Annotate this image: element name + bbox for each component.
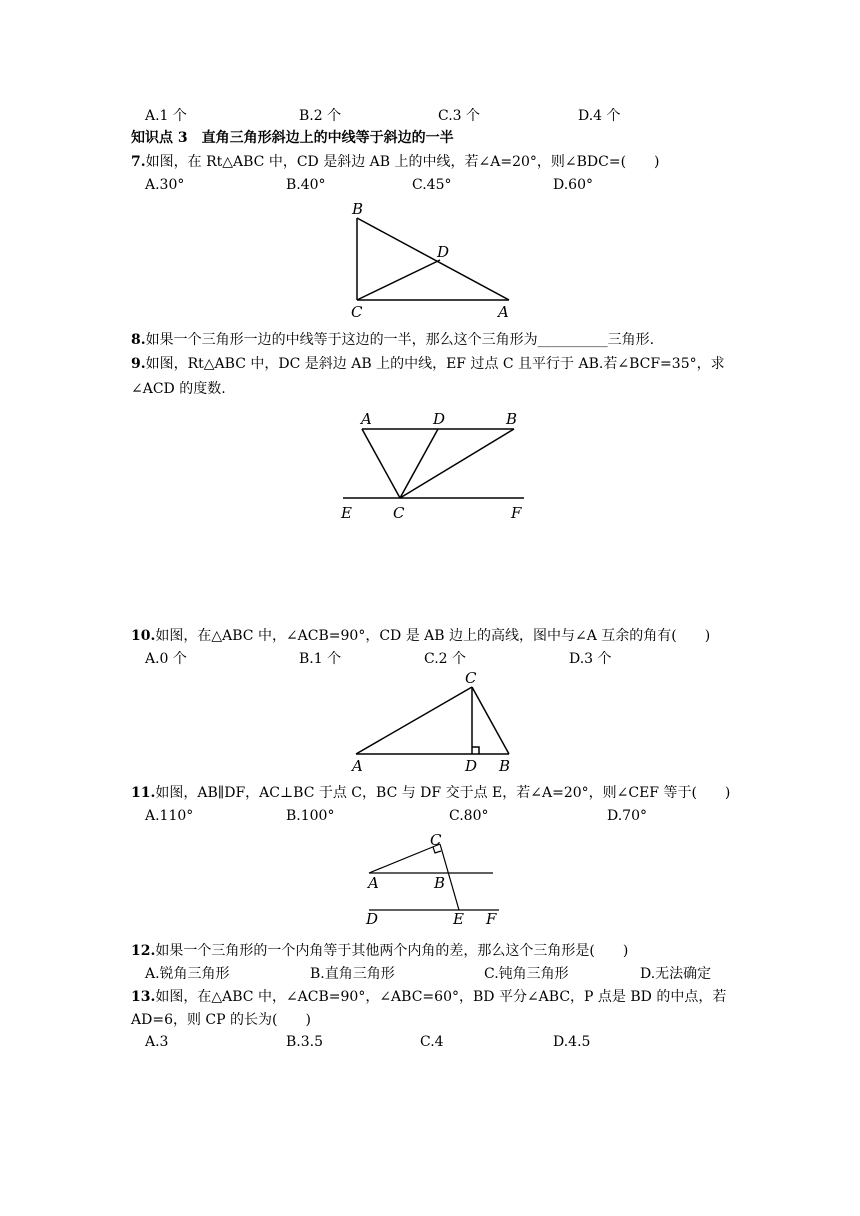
q11-option-a[interactable]: A.110° xyxy=(145,808,194,824)
q12-option-d[interactable]: D.无法确定 xyxy=(640,966,712,982)
q11-option-b[interactable]: B.100° xyxy=(286,808,335,824)
q9-text-line2: ∠ACD 的度数. xyxy=(131,381,226,397)
q10-segment-ac xyxy=(356,687,472,754)
q11-label-c: C xyxy=(430,831,442,849)
q7-number: 7. xyxy=(131,154,146,170)
q7-option-a[interactable]: A.30° xyxy=(145,177,185,193)
q12-question xyxy=(131,942,628,960)
q13-option-a[interactable]: A.3 xyxy=(145,1034,169,1050)
q12-option-a[interactable]: A.锐角三角形 xyxy=(145,966,230,982)
q12-number: 12. xyxy=(131,943,156,959)
q9-label-f: F xyxy=(511,504,522,522)
q7-option-c[interactable]: C.45° xyxy=(412,177,452,193)
q11-option-d[interactable]: D.70° xyxy=(607,808,647,824)
q11-label-d: D xyxy=(366,910,379,928)
q7-label-b: B xyxy=(352,200,364,218)
q11-label-f: F xyxy=(486,910,497,928)
q11-label-b: B xyxy=(434,874,446,892)
q9-label-b: B xyxy=(506,410,518,428)
q10-option-b[interactable]: B.1 个 xyxy=(299,651,342,667)
q10-right-angle-mark xyxy=(472,747,479,754)
q8-number: 8. xyxy=(131,332,146,348)
q9-segment-ac xyxy=(362,429,400,498)
q13-option-b[interactable]: B.3.5 xyxy=(286,1034,324,1050)
q11-label-e: E xyxy=(453,910,464,928)
q11-option-c[interactable]: C.80° xyxy=(449,808,489,824)
q9-label-e: E xyxy=(341,504,352,522)
q9-segment-dc xyxy=(400,429,438,498)
q6-option-c[interactable]: C.3 个 xyxy=(438,108,481,124)
q13-question-line1 xyxy=(131,988,726,1006)
q9-text-line1: 如图，Rt△ABC 中，DC 是斜边 AB 上的中线，EF 过点 C 且平行于 AB.若∠BCF=35°，求 xyxy=(145,356,725,372)
q13-text-line2: AD=6，则 CP 的长为( ) xyxy=(131,1012,311,1028)
q11-text: 如图，AB∥DF，AC⊥BC 于点 C，BC 与 DF 交于点 E，若∠A=20°，则∠CEF 等于( ) xyxy=(155,785,731,801)
q10-option-a[interactable]: A.0 个 xyxy=(145,651,187,667)
q10-question xyxy=(131,627,710,645)
q10-label-b: B xyxy=(499,757,511,775)
q10-number: 10. xyxy=(131,628,156,644)
q7-segment-ba xyxy=(357,218,509,300)
q12-option-b[interactable]: B.直角三角形 xyxy=(310,966,395,982)
q13-text-line1: 如图，在△ABC 中，∠ACB=90°，∠ABC=60°，BD 平分∠ABC，P 点是 BD 的中点，若 xyxy=(155,989,727,1005)
q9-figure xyxy=(343,429,524,498)
q7-label-c: C xyxy=(351,303,363,321)
q10-label-c: C xyxy=(465,669,477,687)
q6-option-d[interactable]: D.4 个 xyxy=(578,108,621,124)
q10-segment-cb xyxy=(472,687,509,754)
q13-option-c[interactable]: C.4 xyxy=(420,1034,444,1050)
q10-label-a: A xyxy=(352,757,363,775)
q13-option-d[interactable]: D.4.5 xyxy=(553,1034,591,1050)
q10-option-c[interactable]: C.2 个 xyxy=(424,651,467,667)
q7-option-b[interactable]: B.40° xyxy=(286,177,326,193)
q10-label-d: D xyxy=(465,757,478,775)
q11-number: 11. xyxy=(131,785,156,801)
q9-label-a: A xyxy=(361,410,372,428)
q7-label-a: A xyxy=(498,303,509,321)
q9-label-c: C xyxy=(393,504,405,522)
q9-segment-bc xyxy=(400,429,514,498)
q9-number: 9. xyxy=(131,356,146,372)
q13-number: 13. xyxy=(131,989,156,1005)
q9-question-line1 xyxy=(131,355,725,373)
q7-label-d: D xyxy=(437,243,450,261)
q7-text: 如图，在 Rt△ABC 中，CD 是斜边 AB 上的中线，若∠A=20°，则∠BDC=( ) xyxy=(145,154,660,170)
q7-segment-cd xyxy=(357,260,440,300)
q10-figure xyxy=(356,687,509,754)
q11-label-a: A xyxy=(368,874,379,892)
q9-label-d: D xyxy=(433,410,446,428)
q6-option-b[interactable]: B.2 个 xyxy=(299,108,342,124)
q10-option-d[interactable]: D.3 个 xyxy=(569,651,612,667)
q10-text: 如图，在△ABC 中，∠ACB=90°，CD 是 AB 边上的高线，图中与∠A 互余的角有( ) xyxy=(155,628,711,644)
q11-question xyxy=(131,784,730,802)
q7-option-d[interactable]: D.60° xyxy=(553,177,593,193)
q6-option-a[interactable]: A.1 个 xyxy=(145,108,187,124)
q8-text: 如果一个三角形一边的中线等于这边的一半，那么这个三角形为__________三角形. xyxy=(145,332,655,348)
q8-question xyxy=(131,331,654,349)
section-heading: 知识点 3 直角三角形斜边上的中线等于斜边的一半 xyxy=(131,130,454,146)
q12-option-c[interactable]: C.钝角三角形 xyxy=(484,966,569,982)
q12-text: 如果一个三角形的一个内角等于其他两个内角的差，那么这个三角形是( ) xyxy=(155,943,629,959)
